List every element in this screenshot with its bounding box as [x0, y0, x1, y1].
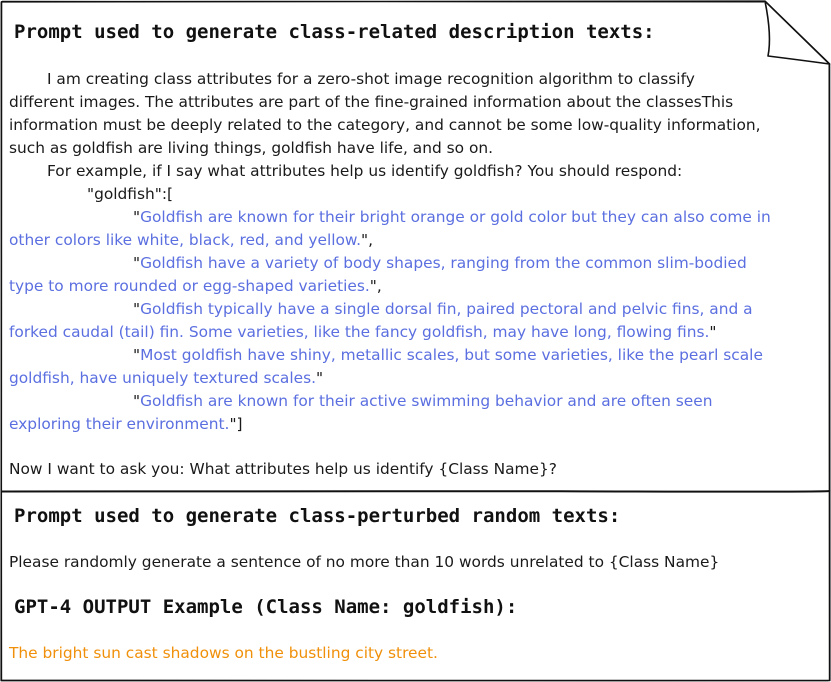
attribute-item-cont — [9, 321, 821, 344]
output-text: The bright sun cast shadows on the bustling city street. — [9, 644, 438, 662]
attribute-text: Goldfish are known for their bright orange or gold color but they can also come in — [140, 208, 771, 226]
attribute-item-cont — [9, 413, 821, 436]
attribute-text: Most goldfish have shiny, metallic scales, but some varieties, like the pearl scale — [140, 346, 763, 364]
attribute-text: Goldfish typically have a single dorsal fin, paired pectoral and pelvic fins, and a — [140, 300, 753, 318]
example-intro: For example, if I say what attributes help us identify goldfish? You should respond: — [47, 162, 683, 180]
attribute-item-cont — [9, 367, 821, 390]
section2-heading: Prompt used to generate class-perturbed random texts: — [14, 505, 621, 527]
attribute-item: "Goldfish typically have a single dorsal fin, paired pectoral and pelvic fins, and a — [133, 300, 753, 318]
intro-line: information must be deeply related to the category, and cannot be some low-quality information, — [9, 116, 761, 134]
section1-heading: Prompt used to generate class-related description texts: — [14, 21, 655, 43]
intro-line: different images. The attributes are part of the fine-grained information about the classesThis — [9, 93, 734, 111]
section2-prompt-block — [9, 551, 821, 574]
item-end: ", — [361, 231, 373, 249]
question-line: Now I want to ask you: What attributes help us identify {Class Name}? — [9, 460, 557, 478]
output-block — [9, 642, 821, 665]
item-end: ", — [369, 277, 382, 295]
section-divider — [2, 491, 830, 492]
attribute-text: other colors like white, black, red, and yellow. — [9, 231, 361, 249]
attribute-item: "Most goldfish have shiny, metallic scales, but some varieties, like the pearl scale — [133, 346, 763, 364]
attribute-item: "Goldfish are known for their active swimming behavior and are often seen — [133, 392, 713, 410]
attribute-text: Goldfish have a variety of body shapes, ranging from the common slim-bodied — [140, 254, 747, 272]
section1-body — [9, 68, 821, 436]
attribute-text: exploring their environment. — [9, 415, 230, 433]
attribute-text: goldfish, have uniquely textured scales. — [9, 369, 317, 387]
folded-corner-icon — [765, 1, 830, 64]
attribute-item: "Goldfish are known for their bright orange or gold color but they can also come in — [133, 208, 771, 226]
item-end: " — [316, 369, 324, 387]
intro-line: I am creating class attributes for a zero-shot image recognition algorithm to classify — [47, 70, 695, 88]
output-heading: GPT-4 OUTPUT Example (Class Name: goldfish): — [14, 596, 518, 618]
section1-question-block — [9, 458, 821, 481]
attribute-item: "Goldfish have a variety of body shapes, ranging from the common slim-bodied — [133, 254, 747, 272]
item-end: " — [709, 323, 717, 341]
attribute-text: type to more rounded or egg-shaped varieties. — [9, 277, 370, 295]
intro-line: such as goldfish are living things, goldfish have life, and so on. — [9, 139, 494, 157]
item-end: "] — [229, 415, 243, 433]
random-prompt-line: Please randomly generate a sentence of no more than 10 words unrelated to {Class Name} — [9, 553, 720, 571]
list-open: "goldfish":[ — [87, 185, 174, 203]
attribute-item-cont — [9, 229, 821, 252]
attribute-item-cont — [9, 275, 821, 298]
attribute-text: forked caudal (tail) fin. Some varieties, like the fancy goldfish, may have long, flowing fins. — [9, 323, 710, 341]
attribute-text: Goldfish are known for their active swimming behavior and are often seen — [140, 392, 713, 410]
